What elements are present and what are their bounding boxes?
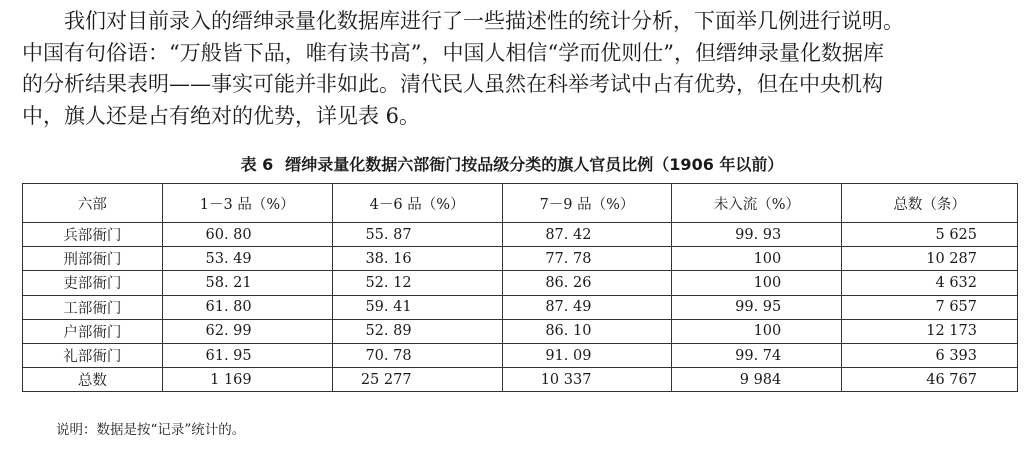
dept-cell: 工部衙门 bbox=[23, 295, 163, 319]
table-row bbox=[23, 223, 1018, 247]
paragraph-line: 的分析结果表明——事实可能并非如此。清代民人虽然在科举考试中占有优势，但在中央机构 bbox=[22, 72, 883, 96]
paragraph-line: 中，旗人还是占有绝对的优势，详见表 6。 bbox=[22, 103, 421, 128]
value-cell: 99. 95 bbox=[672, 295, 842, 319]
value-cell: 6 393 bbox=[842, 343, 1018, 367]
total-cell: 46 767 bbox=[842, 368, 1018, 392]
value-cell: 7 657 bbox=[842, 295, 1018, 319]
dept-cell: 兵部衙门 bbox=[23, 223, 163, 247]
table-row bbox=[23, 247, 1018, 271]
value-cell: 87. 42 bbox=[502, 223, 672, 247]
table-caption-number: 表 6 bbox=[240, 155, 274, 174]
value-cell: 60. 80 bbox=[162, 223, 332, 247]
table-caption bbox=[0, 152, 1024, 175]
column-header: 4－6 品（%） bbox=[332, 184, 502, 223]
column-header: 1－3 品（%） bbox=[162, 184, 332, 223]
table-total-row bbox=[23, 368, 1018, 392]
total-cell: 10 337 bbox=[502, 368, 672, 392]
dept-cell: 户部衙门 bbox=[23, 319, 163, 343]
value-cell: 86. 26 bbox=[502, 271, 672, 295]
value-cell: 12 173 bbox=[842, 319, 1018, 343]
value-cell: 100 bbox=[672, 319, 842, 343]
value-cell: 99. 74 bbox=[672, 343, 842, 367]
table-row bbox=[23, 271, 1018, 295]
value-cell: 61. 95 bbox=[162, 343, 332, 367]
table-header-row bbox=[23, 184, 1018, 223]
value-cell: 58. 21 bbox=[162, 271, 332, 295]
total-cell: 25 277 bbox=[332, 368, 502, 392]
table-note: 说明：数据是按“记录”统计的。 bbox=[56, 422, 246, 438]
column-header: 六部 bbox=[23, 184, 163, 223]
column-header: 总数（条） bbox=[842, 184, 1018, 223]
paragraph-line: 中国有句俗语：“万般皆下品，唯有读书高”，中国人相信“学而优则仕”，但缙绅录量化数据库 bbox=[22, 40, 884, 65]
value-cell: 99. 93 bbox=[672, 223, 842, 247]
body-paragraph bbox=[22, 6, 1012, 132]
dept-cell: 吏部衙门 bbox=[23, 271, 163, 295]
table-caption-text: 缙绅录量化数据六部衙门按品级分类的旗人官员比例（1906 年以前） bbox=[285, 155, 784, 174]
total-cell: 1 169 bbox=[162, 368, 332, 392]
value-cell: 62. 99 bbox=[162, 319, 332, 343]
value-cell: 70. 78 bbox=[332, 343, 502, 367]
value-cell: 61. 80 bbox=[162, 295, 332, 319]
value-cell: 77. 78 bbox=[502, 247, 672, 271]
data-table bbox=[22, 183, 1018, 392]
value-cell: 59. 41 bbox=[332, 295, 502, 319]
column-header: 7－9 品（%） bbox=[502, 184, 672, 223]
value-cell: 86. 10 bbox=[502, 319, 672, 343]
value-cell: 100 bbox=[672, 271, 842, 295]
total-label-cell: 总数 bbox=[23, 368, 163, 392]
paragraph-line: 我们对目前录入的缙绅录量化数据库进行了一些描述性的统计分析，下面举几例进行说明。 bbox=[64, 9, 904, 33]
total-cell: 9 984 bbox=[672, 368, 842, 392]
value-cell: 4 632 bbox=[842, 271, 1018, 295]
value-cell: 10 287 bbox=[842, 247, 1018, 271]
column-header: 未入流（%） bbox=[672, 184, 842, 223]
value-cell: 52. 12 bbox=[332, 271, 502, 295]
value-cell: 55. 87 bbox=[332, 223, 502, 247]
value-cell: 5 625 bbox=[842, 223, 1018, 247]
value-cell: 52. 89 bbox=[332, 319, 502, 343]
value-cell: 91. 09 bbox=[502, 343, 672, 367]
table-row bbox=[23, 319, 1018, 343]
dept-cell: 刑部衙门 bbox=[23, 247, 163, 271]
value-cell: 38. 16 bbox=[332, 247, 502, 271]
value-cell: 87. 49 bbox=[502, 295, 672, 319]
table-row bbox=[23, 343, 1018, 367]
table-row bbox=[23, 295, 1018, 319]
dept-cell: 礼部衙门 bbox=[23, 343, 163, 367]
value-cell: 53. 49 bbox=[162, 247, 332, 271]
value-cell: 100 bbox=[672, 247, 842, 271]
